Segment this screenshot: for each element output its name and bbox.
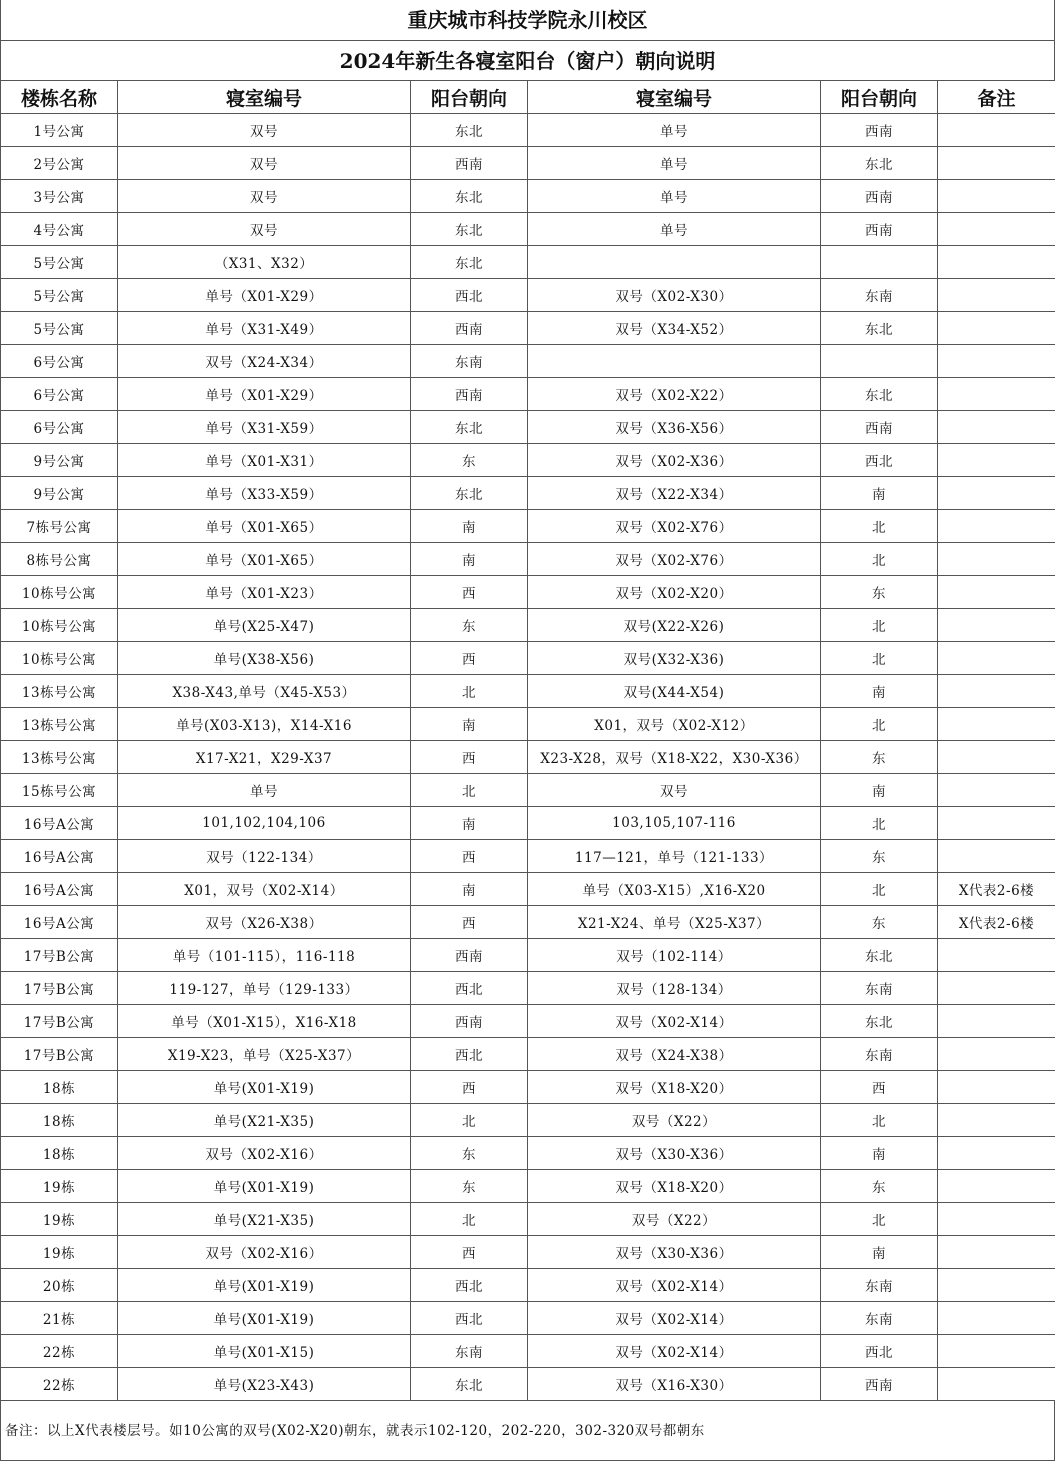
- table-row: [1, 114, 1055, 147]
- remarks-cell: [938, 1203, 1055, 1236]
- room-number-1-cell: 119-127，单号（129-133）: [118, 972, 411, 1005]
- room-number-2-cell: X01，双号（X02-X12）: [528, 708, 821, 741]
- room-number-2-cell: 单号: [528, 213, 821, 246]
- balcony-orientation-2-cell: 北: [821, 708, 938, 741]
- room-number-1-cell: 单号(X01-X19): [118, 1269, 411, 1302]
- room-number-1-cell: 单号（X01-X29）: [118, 279, 411, 312]
- building-name-cell: 5号公寓: [1, 279, 118, 312]
- room-number-1-cell: （X31、X32）: [118, 246, 411, 279]
- document-title: 重庆城市科技学院永川校区: [0, 0, 1055, 40]
- table-row: [1, 774, 1055, 807]
- room-number-1-cell: 单号: [118, 774, 411, 807]
- balcony-orientation-2-cell: 南: [821, 477, 938, 510]
- balcony-orientation-1-cell: 西: [411, 741, 528, 774]
- room-number-1-cell: 双号: [118, 213, 411, 246]
- table-row: [1, 1236, 1055, 1269]
- building-name-cell: 16号A公寓: [1, 807, 118, 840]
- table-row: [1, 1269, 1055, 1302]
- room-number-2-cell: 双号（X02-X14）: [528, 1302, 821, 1335]
- balcony-orientation-2-cell: 南: [821, 774, 938, 807]
- building-name-cell: 15栋号公寓: [1, 774, 118, 807]
- room-number-2-cell: 单号: [528, 114, 821, 147]
- balcony-orientation-1-cell: 西南: [411, 312, 528, 345]
- room-number-2-cell: 双号（X02-X76）: [528, 510, 821, 543]
- building-name-cell: 18栋: [1, 1104, 118, 1137]
- building-name-cell: 6号公寓: [1, 378, 118, 411]
- room-number-2-cell: 双号（X02-X22）: [528, 378, 821, 411]
- table-row: [1, 576, 1055, 609]
- building-name-cell: 19栋: [1, 1203, 118, 1236]
- balcony-orientation-1-cell: 东: [411, 1137, 528, 1170]
- balcony-orientation-2-cell: 西南: [821, 114, 938, 147]
- balcony-orientation-2-cell: 西北: [821, 444, 938, 477]
- room-number-1-cell: 单号(X01-X15): [118, 1335, 411, 1368]
- remarks-cell: [938, 147, 1055, 180]
- room-number-2-cell: 单号: [528, 180, 821, 213]
- room-number-2-cell: 双号（X34-X52）: [528, 312, 821, 345]
- balcony-orientation-1-cell: 西南: [411, 939, 528, 972]
- building-name-cell: 13栋号公寓: [1, 741, 118, 774]
- building-name-cell: 7栋号公寓: [1, 510, 118, 543]
- remarks-cell: [938, 708, 1055, 741]
- balcony-orientation-1-cell: 北: [411, 1104, 528, 1137]
- balcony-orientation-1-cell: 东南: [411, 345, 528, 378]
- balcony-orientation-2-cell: 北: [821, 1203, 938, 1236]
- table-row: [1, 246, 1055, 279]
- building-name-cell: 17号B公寓: [1, 939, 118, 972]
- room-number-2-cell: 双号（X02-X14）: [528, 1335, 821, 1368]
- balcony-orientation-1-cell: 西北: [411, 1302, 528, 1335]
- room-number-1-cell: 单号(X21-X35): [118, 1104, 411, 1137]
- room-number-1-cell: 单号(X23-X43): [118, 1368, 411, 1401]
- building-name-cell: 4号公寓: [1, 213, 118, 246]
- balcony-orientation-1-cell: 南: [411, 708, 528, 741]
- room-number-1-cell: 单号(X01-X19): [118, 1071, 411, 1104]
- table-row: [1, 972, 1055, 1005]
- room-number-1-cell: 单号(X21-X35): [118, 1203, 411, 1236]
- remarks-cell: [938, 675, 1055, 708]
- room-number-2-cell: 双号(X32-X36): [528, 642, 821, 675]
- table-row: [1, 510, 1055, 543]
- table-row: [1, 543, 1055, 576]
- table-row: [1, 1170, 1055, 1203]
- room-number-2-cell: X21-X24、单号（X25-X37）: [528, 906, 821, 939]
- room-number-1-cell: 单号（X33-X59）: [118, 477, 411, 510]
- remarks-cell: [938, 1071, 1055, 1104]
- balcony-orientation-2-cell: 东: [821, 906, 938, 939]
- remarks-cell: [938, 1236, 1055, 1269]
- balcony-orientation-2-cell: 东: [821, 576, 938, 609]
- table-row: [1, 1203, 1055, 1236]
- table-row: [1, 147, 1055, 180]
- room-number-1-cell: 单号(X03-X13)，X14-X16: [118, 708, 411, 741]
- balcony-orientation-2-cell: 北: [821, 1104, 938, 1137]
- room-number-1-cell: 单号（X31-X49）: [118, 312, 411, 345]
- room-number-2-cell: 103,105,107-116: [528, 807, 821, 840]
- room-number-1-cell: 单号(X01-X19): [118, 1170, 411, 1203]
- room-number-1-cell: 双号: [118, 147, 411, 180]
- balcony-orientation-2-cell: 东南: [821, 972, 938, 1005]
- remarks-cell: [938, 312, 1055, 345]
- room-number-1-cell: 单号(X25-X47): [118, 609, 411, 642]
- building-name-cell: 10栋号公寓: [1, 576, 118, 609]
- building-name-cell: 13栋号公寓: [1, 708, 118, 741]
- balcony-orientation-1-cell: 西: [411, 1071, 528, 1104]
- balcony-orientation-2-cell: 西南: [821, 1368, 938, 1401]
- header-room-number-1: 寝室编号: [118, 81, 411, 114]
- building-name-cell: 5号公寓: [1, 312, 118, 345]
- room-number-2-cell: 双号（X30-X36）: [528, 1236, 821, 1269]
- building-name-cell: 21栋: [1, 1302, 118, 1335]
- remarks-cell: [938, 345, 1055, 378]
- table-row: [1, 609, 1055, 642]
- balcony-orientation-2-cell: 东北: [821, 147, 938, 180]
- remarks-cell: [938, 213, 1055, 246]
- balcony-orientation-2-cell: 东北: [821, 1005, 938, 1038]
- balcony-orientation-2-cell: 东北: [821, 378, 938, 411]
- room-number-2-cell: 双号（X02-X20）: [528, 576, 821, 609]
- remarks-cell: [938, 642, 1055, 675]
- room-number-1-cell: 单号（X01-X65）: [118, 510, 411, 543]
- remarks-cell: [938, 1368, 1055, 1401]
- room-number-1-cell: 101,102,104,106: [118, 807, 411, 840]
- remarks-cell: [938, 1005, 1055, 1038]
- room-number-1-cell: 单号（X01-X15），X16-X18: [118, 1005, 411, 1038]
- balcony-orientation-1-cell: 西北: [411, 1038, 528, 1071]
- remarks-cell: [938, 378, 1055, 411]
- header-building-name: 楼栋名称: [1, 81, 118, 114]
- balcony-orientation-2-cell: 北: [821, 807, 938, 840]
- room-number-1-cell: X17-X21，X29-X37: [118, 741, 411, 774]
- remarks-cell: [938, 279, 1055, 312]
- remarks-cell: [938, 1170, 1055, 1203]
- balcony-orientation-1-cell: 东南: [411, 1335, 528, 1368]
- remarks-cell: [938, 609, 1055, 642]
- table-row: [1, 675, 1055, 708]
- balcony-orientation-2-cell: 南: [821, 1236, 938, 1269]
- table-header-row: [1, 81, 1055, 114]
- room-number-1-cell: X38-X43,单号（X45-X53）: [118, 675, 411, 708]
- balcony-orientation-2-cell: 北: [821, 543, 938, 576]
- balcony-orientation-2-cell: 西南: [821, 213, 938, 246]
- room-number-2-cell: 单号: [528, 147, 821, 180]
- balcony-orientation-1-cell: 东北: [411, 411, 528, 444]
- remarks-cell: [938, 576, 1055, 609]
- building-name-cell: 1号公寓: [1, 114, 118, 147]
- room-number-1-cell: 双号: [118, 114, 411, 147]
- remarks-cell: [938, 1302, 1055, 1335]
- table-row: [1, 939, 1055, 972]
- room-number-1-cell: 单号（X01-X23）: [118, 576, 411, 609]
- room-number-2-cell: 双号（X18-X20）: [528, 1071, 821, 1104]
- balcony-orientation-2-cell: 北: [821, 873, 938, 906]
- header-room-number-2: 寝室编号: [528, 81, 821, 114]
- building-name-cell: 10栋号公寓: [1, 642, 118, 675]
- room-number-2-cell: 双号（128-134）: [528, 972, 821, 1005]
- room-number-1-cell: 双号（X02-X16）: [118, 1137, 411, 1170]
- table-row: [1, 873, 1055, 906]
- building-name-cell: 8栋号公寓: [1, 543, 118, 576]
- remarks-cell: [938, 1335, 1055, 1368]
- building-name-cell: 13栋号公寓: [1, 675, 118, 708]
- remarks-cell: [938, 543, 1055, 576]
- room-number-2-cell: 双号（X02-X30）: [528, 279, 821, 312]
- balcony-orientation-2-cell: 北: [821, 642, 938, 675]
- table-row: [1, 1071, 1055, 1104]
- balcony-orientation-1-cell: 南: [411, 807, 528, 840]
- balcony-orientation-1-cell: 东: [411, 444, 528, 477]
- remarks-cell: [938, 972, 1055, 1005]
- building-name-cell: 16号A公寓: [1, 840, 118, 873]
- remarks-cell: [938, 444, 1055, 477]
- balcony-orientation-1-cell: 南: [411, 873, 528, 906]
- remarks-cell: [938, 180, 1055, 213]
- table-row: [1, 279, 1055, 312]
- remarks-cell: [938, 741, 1055, 774]
- table-row: [1, 807, 1055, 840]
- room-number-1-cell: X01，双号（X02-X14）: [118, 873, 411, 906]
- room-number-2-cell: 双号（X22-X34）: [528, 477, 821, 510]
- building-name-cell: 16号A公寓: [1, 873, 118, 906]
- room-number-2-cell: 双号（102-114）: [528, 939, 821, 972]
- balcony-orientation-1-cell: 北: [411, 1203, 528, 1236]
- table-row: [1, 840, 1055, 873]
- balcony-orientation-2-cell: 东北: [821, 939, 938, 972]
- balcony-orientation-2-cell: 南: [821, 675, 938, 708]
- balcony-orientation-2-cell: [821, 345, 938, 378]
- table-row: [1, 312, 1055, 345]
- table-row: [1, 345, 1055, 378]
- table-row: [1, 708, 1055, 741]
- room-number-2-cell: 双号（X02-X14）: [528, 1269, 821, 1302]
- remarks-cell: X代表2-6楼: [938, 906, 1055, 939]
- building-name-cell: 18栋: [1, 1137, 118, 1170]
- room-number-1-cell: 单号（X31-X59）: [118, 411, 411, 444]
- balcony-orientation-1-cell: 东北: [411, 114, 528, 147]
- room-number-2-cell: 双号（X18-X20）: [528, 1170, 821, 1203]
- header-remarks: 备注: [938, 81, 1055, 114]
- building-name-cell: 10栋号公寓: [1, 609, 118, 642]
- balcony-orientation-1-cell: 北: [411, 675, 528, 708]
- balcony-orientation-1-cell: 南: [411, 543, 528, 576]
- balcony-orientation-1-cell: 西北: [411, 1269, 528, 1302]
- header-balcony-orientation-2: 阳台朝向: [821, 81, 938, 114]
- remarks-cell: [938, 510, 1055, 543]
- balcony-orientation-1-cell: 西: [411, 642, 528, 675]
- balcony-orientation-1-cell: 西: [411, 906, 528, 939]
- building-name-cell: 17号B公寓: [1, 972, 118, 1005]
- building-name-cell: 5号公寓: [1, 246, 118, 279]
- footnote: 备注：以上X代表楼层号。如10公寓的双号(X02-X20)朝东，就表示102-120，202-220，302-320双号都朝东: [0, 1401, 1055, 1461]
- room-number-2-cell: 双号（X22）: [528, 1104, 821, 1137]
- balcony-orientation-1-cell: 西: [411, 1236, 528, 1269]
- balcony-orientation-2-cell: 东: [821, 1170, 938, 1203]
- room-number-2-cell: [528, 246, 821, 279]
- table-row: [1, 1005, 1055, 1038]
- room-number-2-cell: 双号（X02-X36）: [528, 444, 821, 477]
- remarks-cell: [938, 1104, 1055, 1137]
- balcony-orientation-2-cell: [821, 246, 938, 279]
- balcony-orientation-2-cell: 南: [821, 1137, 938, 1170]
- balcony-orientation-1-cell: 东北: [411, 477, 528, 510]
- balcony-orientation-1-cell: 西南: [411, 378, 528, 411]
- building-name-cell: 9号公寓: [1, 444, 118, 477]
- room-number-2-cell: 双号（X24-X38）: [528, 1038, 821, 1071]
- balcony-orientation-2-cell: 东南: [821, 279, 938, 312]
- table-row: [1, 1368, 1055, 1401]
- room-number-1-cell: 单号(X01-X19): [118, 1302, 411, 1335]
- balcony-orientation-2-cell: 东南: [821, 1269, 938, 1302]
- document-subtitle: 2024年新生各寝室阳台（窗户）朝向说明: [0, 40, 1055, 80]
- remarks-cell: [938, 774, 1055, 807]
- room-number-1-cell: 单号(X38-X56): [118, 642, 411, 675]
- room-number-2-cell: 双号(X22-X26): [528, 609, 821, 642]
- room-number-1-cell: 单号（101-115），116-118: [118, 939, 411, 972]
- table-row: [1, 1335, 1055, 1368]
- table-row: [1, 1137, 1055, 1170]
- balcony-orientation-2-cell: 西: [821, 1071, 938, 1104]
- balcony-orientation-1-cell: 西北: [411, 279, 528, 312]
- balcony-orientation-2-cell: 西北: [821, 1335, 938, 1368]
- orientation-table: [0, 80, 1055, 1401]
- balcony-orientation-1-cell: 西北: [411, 972, 528, 1005]
- building-name-cell: 22栋: [1, 1368, 118, 1401]
- balcony-orientation-2-cell: 东北: [821, 312, 938, 345]
- room-number-2-cell: 双号（X22）: [528, 1203, 821, 1236]
- remarks-cell: [938, 477, 1055, 510]
- balcony-orientation-2-cell: 东: [821, 741, 938, 774]
- building-name-cell: 20栋: [1, 1269, 118, 1302]
- balcony-orientation-2-cell: 西南: [821, 180, 938, 213]
- remarks-cell: [938, 246, 1055, 279]
- table-row: [1, 1038, 1055, 1071]
- table-row: [1, 1104, 1055, 1137]
- remarks-cell: [938, 1269, 1055, 1302]
- building-name-cell: 19栋: [1, 1170, 118, 1203]
- remarks-cell: X代表2-6楼: [938, 873, 1055, 906]
- remarks-cell: [938, 1137, 1055, 1170]
- balcony-orientation-1-cell: 东: [411, 609, 528, 642]
- balcony-orientation-1-cell: 西: [411, 840, 528, 873]
- room-number-1-cell: 单号（X01-X31）: [118, 444, 411, 477]
- table-body: [1, 114, 1055, 1401]
- building-name-cell: 17号B公寓: [1, 1005, 118, 1038]
- balcony-orientation-1-cell: 西: [411, 576, 528, 609]
- building-name-cell: 3号公寓: [1, 180, 118, 213]
- balcony-orientation-1-cell: 北: [411, 774, 528, 807]
- balcony-orientation-2-cell: 东南: [821, 1038, 938, 1071]
- table-row: [1, 1302, 1055, 1335]
- balcony-orientation-1-cell: 西南: [411, 147, 528, 180]
- building-name-cell: 19栋: [1, 1236, 118, 1269]
- room-number-2-cell: 双号（X02-X76）: [528, 543, 821, 576]
- table-row: [1, 411, 1055, 444]
- room-number-1-cell: 单号（X01-X65）: [118, 543, 411, 576]
- building-name-cell: 16号A公寓: [1, 906, 118, 939]
- balcony-orientation-1-cell: 东北: [411, 213, 528, 246]
- header-balcony-orientation-1: 阳台朝向: [411, 81, 528, 114]
- room-number-2-cell: 双号（X02-X14）: [528, 1005, 821, 1038]
- balcony-orientation-2-cell: 东南: [821, 1302, 938, 1335]
- balcony-orientation-1-cell: 东北: [411, 246, 528, 279]
- room-number-1-cell: 双号（X26-X38）: [118, 906, 411, 939]
- table-row: [1, 642, 1055, 675]
- building-name-cell: 17号B公寓: [1, 1038, 118, 1071]
- table-row: [1, 180, 1055, 213]
- building-name-cell: 9号公寓: [1, 477, 118, 510]
- balcony-orientation-2-cell: 东: [821, 840, 938, 873]
- room-number-1-cell: 双号（X02-X16）: [118, 1236, 411, 1269]
- table-row: [1, 477, 1055, 510]
- balcony-orientation-1-cell: 东北: [411, 1368, 528, 1401]
- room-number-2-cell: 117—121，单号（121-133）: [528, 840, 821, 873]
- room-number-2-cell: 双号(X44-X54): [528, 675, 821, 708]
- room-number-1-cell: 单号（X01-X29）: [118, 378, 411, 411]
- remarks-cell: [938, 807, 1055, 840]
- room-number-2-cell: 单号（X03-X15）,X16-X20: [528, 873, 821, 906]
- room-number-2-cell: 双号（X36-X56）: [528, 411, 821, 444]
- balcony-orientation-1-cell: 东: [411, 1170, 528, 1203]
- room-number-2-cell: 双号: [528, 774, 821, 807]
- remarks-cell: [938, 939, 1055, 972]
- balcony-orientation-2-cell: 北: [821, 510, 938, 543]
- balcony-orientation-1-cell: 西南: [411, 1005, 528, 1038]
- table-row: [1, 741, 1055, 774]
- balcony-orientation-1-cell: 南: [411, 510, 528, 543]
- room-number-1-cell: 双号（122-134）: [118, 840, 411, 873]
- building-name-cell: 22栋: [1, 1335, 118, 1368]
- room-number-2-cell: 双号（X30-X36）: [528, 1137, 821, 1170]
- building-name-cell: 18栋: [1, 1071, 118, 1104]
- table-row: [1, 213, 1055, 246]
- table-row: [1, 906, 1055, 939]
- room-number-1-cell: X19-X23，单号（X25-X37）: [118, 1038, 411, 1071]
- room-number-2-cell: [528, 345, 821, 378]
- remarks-cell: [938, 840, 1055, 873]
- table-row: [1, 378, 1055, 411]
- room-number-1-cell: 双号: [118, 180, 411, 213]
- remarks-cell: [938, 1038, 1055, 1071]
- remarks-cell: [938, 411, 1055, 444]
- balcony-orientation-1-cell: 东北: [411, 180, 528, 213]
- building-name-cell: 6号公寓: [1, 411, 118, 444]
- balcony-orientation-2-cell: 西南: [821, 411, 938, 444]
- remarks-cell: [938, 114, 1055, 147]
- table-row: [1, 444, 1055, 477]
- room-number-2-cell: 双号（X16-X30）: [528, 1368, 821, 1401]
- building-name-cell: 2号公寓: [1, 147, 118, 180]
- building-name-cell: 6号公寓: [1, 345, 118, 378]
- room-number-1-cell: 双号（X24-X34）: [118, 345, 411, 378]
- room-number-2-cell: X23-X28，双号（X18-X22，X30-X36）: [528, 741, 821, 774]
- balcony-orientation-2-cell: 北: [821, 609, 938, 642]
